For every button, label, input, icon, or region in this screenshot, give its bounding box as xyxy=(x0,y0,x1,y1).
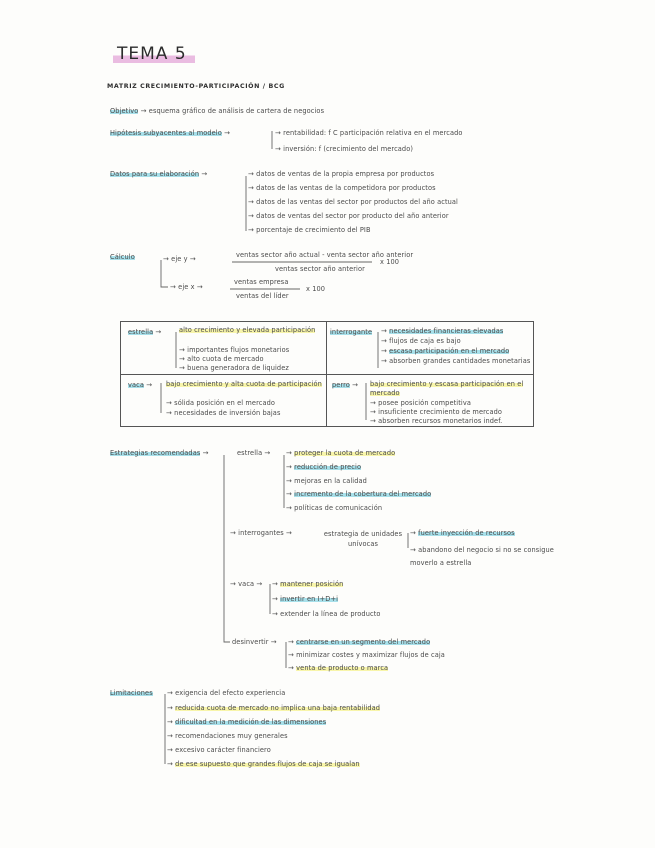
estrategia-vaca-item-2: → invertir en I+D+i xyxy=(272,595,339,603)
datos-item-2: → datos de las ventas de la competidora por productos xyxy=(248,184,436,192)
hipotesis-item-2: → inversión: f (crecimiento del mercado) xyxy=(275,145,414,153)
estrategia-interrogante-label: → interrogantes → xyxy=(230,529,292,537)
matrix-vaca-item-2: → sólida posición en el mercado xyxy=(166,399,276,407)
objetivo-row xyxy=(110,107,324,115)
estrategia-vaca-item-1: → mantener posición xyxy=(272,580,344,588)
matrix-estrella-item-1: alto crecimiento y elevada participación xyxy=(179,326,316,334)
objetivo-label: Objetivo xyxy=(110,107,139,115)
estrategia-estrella-item-1: → proteger la cuota de mercado xyxy=(286,449,396,457)
limitaciones-item-3: → dificultad en la medición de las dimensiones xyxy=(167,718,327,726)
datos-item-1: → datos de ventas de la propia empresa por productos xyxy=(248,170,435,178)
limitaciones-label: Limitaciones xyxy=(110,689,153,697)
matrix-estrella-item-4: → buena generadora de liquidez xyxy=(179,364,289,372)
objetivo-text: esquema gráfico de análisis de cartera de negocios xyxy=(148,107,325,115)
arrow-icon: → xyxy=(140,107,147,115)
estrategia-desinvertir-item-2: → minimizar costes y maximizar flujos de caja xyxy=(288,651,445,659)
eje-y-multiplier: x 100 xyxy=(380,258,400,266)
estrategia-interrogante-item-1: → fuerte inyección de recursos xyxy=(410,529,515,537)
matrix-interrogante-item-1: → necesidades financieras elevadas xyxy=(381,327,504,335)
calculo-eje-y: → eje y → xyxy=(163,255,196,263)
hipotesis-label: Hipótesis subyacentes al modelo → xyxy=(110,129,231,137)
matrix-vaca-item-3: → necesidades de inversión bajas xyxy=(166,409,281,417)
limitaciones-item-2: → reducida cuota de mercado no implica una baja rentabilidad xyxy=(167,704,381,712)
eje-y-numerator: ventas sector año actual - venta sector año anterior xyxy=(236,251,414,259)
page-title: TEMA 5 xyxy=(113,44,195,64)
datos-item-3: → datos de las ventas del sector por productos del año actual xyxy=(248,198,458,206)
estrategia-vaca-label: → vaca → xyxy=(230,580,263,588)
matrix-perro-item-3: → insuficiente crecimiento de mercado xyxy=(370,408,503,416)
matrix-estrella-label: estrella → xyxy=(128,328,162,336)
matrix-perro-label: perro → xyxy=(332,381,359,389)
calculo-label: Cálculo xyxy=(110,253,135,261)
estrategia-desinvertir-item-1: → centrarse en un segmento del mercado xyxy=(288,638,431,646)
limitaciones-item-1: → exigencia del efecto experiencia xyxy=(167,689,286,697)
limitaciones-item-5: → excesivo carácter financiero xyxy=(167,746,271,754)
matrix-estrella-item-2: → importantes flujos monetarios xyxy=(179,346,290,354)
hipotesis-item-1: → rentabilidad: f C participación relativa en el mercado xyxy=(275,129,463,137)
matrix-interrogante-label: interrogante xyxy=(330,328,373,336)
limitaciones-item-4: → recomendaciones muy generales xyxy=(167,732,288,740)
matrix-interrogante-item-4: → absorben grandes cantidades monetarias xyxy=(381,357,531,365)
eje-y-denominator: ventas sector año anterior xyxy=(275,265,365,273)
estrategia-desinvertir-label: desinvertir → xyxy=(232,638,277,646)
matrix-interrogante-item-2: → flujos de caja es bajo xyxy=(381,337,461,345)
estrategia-estrella-label: estrella → xyxy=(237,449,271,457)
estrategia-estrella-item-5: → políticas de comunicación xyxy=(286,504,383,512)
estrategia-estrella-item-2: → reducción de precio xyxy=(286,463,362,471)
eje-x-multiplier: x 100 xyxy=(306,285,326,293)
estrategia-vaca-item-3: → extender la línea de producto xyxy=(272,610,381,618)
matrix-perro-item-1: bajo crecimiento y escasa participación en el mercado xyxy=(370,380,524,397)
limitaciones-item-6: → de ese supuesto que grandes flujos de caja se igualan xyxy=(167,760,360,768)
page-subtitle: MATRIZ CRECIMIENTO-PARTICIPACIÓN / BCG xyxy=(107,83,285,90)
datos-label: Datos para su elaboración → xyxy=(110,170,208,178)
datos-item-4: → datos de ventas del sector por producto del año anterior xyxy=(248,212,449,220)
matrix-vaca-label: vaca → xyxy=(128,381,153,389)
matrix-vaca-item-1: bajo crecimiento y alta cuota de participación xyxy=(166,380,322,388)
estrategia-estrella-item-4: → incremento de la cobertura del mercado xyxy=(286,490,432,498)
datos-item-5: → porcentaje de crecimiento del PIB xyxy=(248,226,371,234)
estrategia-desinvertir-item-3: → venta de producto o marca xyxy=(288,664,389,672)
eje-x-numerator: ventas empresa xyxy=(234,278,289,286)
matrix-perro-item-4: → absorben recursos monetarios indef. xyxy=(370,417,503,425)
estrategia-estrella-item-3: → mejoras en la calidad xyxy=(286,477,367,485)
estrategia-interrogante-middle: estrategia de unidades unívocas xyxy=(323,530,403,548)
calculo-eje-x: → eje x → xyxy=(170,283,203,291)
matrix-perro-item-2: → posee posición competitiva xyxy=(370,399,471,407)
matrix-estrella-item-3: → alto cuota de mercado xyxy=(179,355,264,363)
matrix-interrogante-item-3: → escasa participación en el mercado xyxy=(381,347,510,355)
estrategias-label: Estrategias recomendadas → xyxy=(110,449,209,457)
eje-x-denominator: ventas del líder xyxy=(236,292,289,300)
estrategia-interrogante-item-2: → abandono del negocio si no se consigue moverlo a estrella xyxy=(410,546,554,567)
matrix-divider-horizontal xyxy=(120,374,533,375)
